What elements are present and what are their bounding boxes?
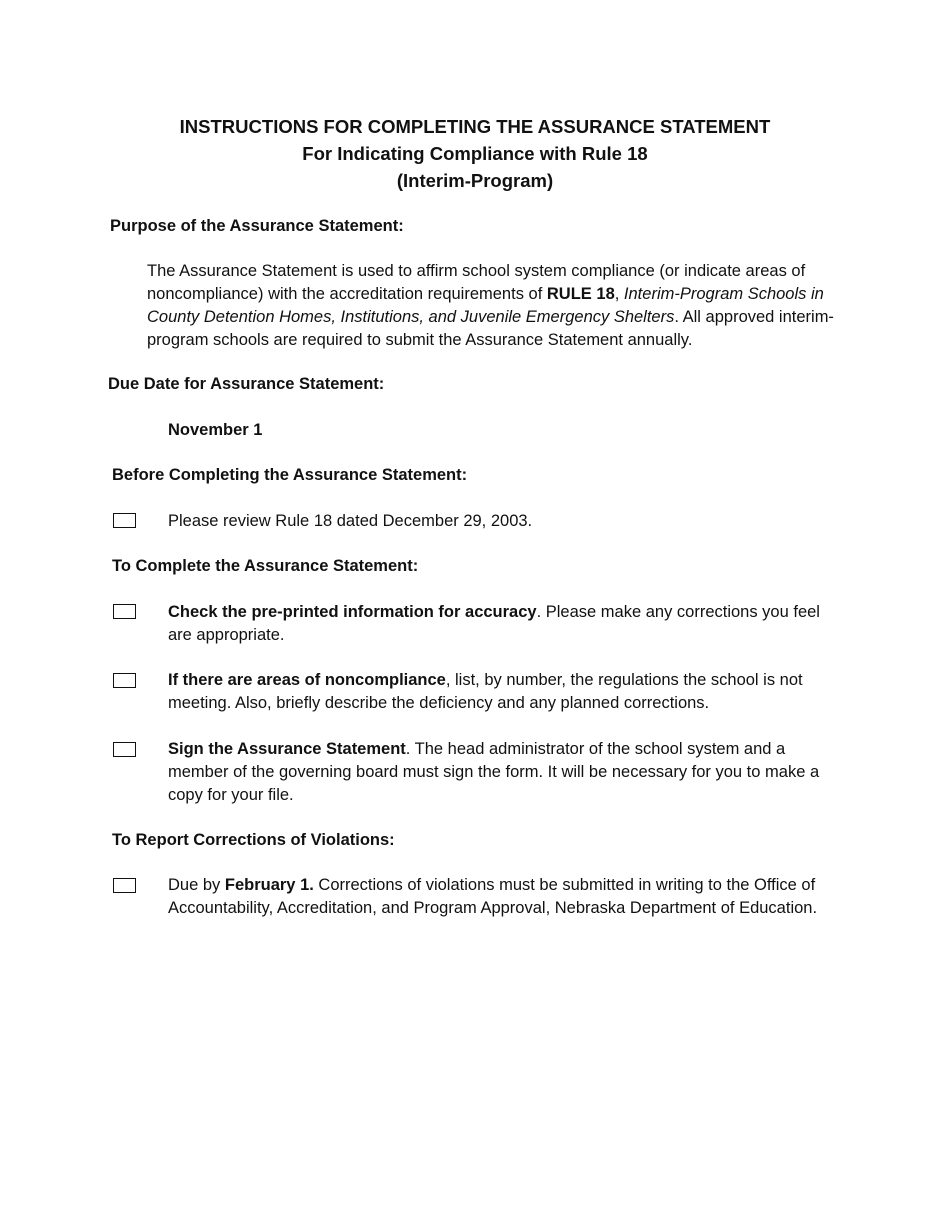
purpose-rule-title: Interim-Program Schools in County Detention Homes, Institutions, and Juvenile Emergency Shelters	[147, 285, 824, 326]
report-heading: To Report Corrections of Violations:	[112, 831, 395, 849]
purpose-text-b: ,	[614, 285, 624, 303]
check-accuracy-checkbox[interactable]	[113, 604, 136, 619]
report-corrections-item	[168, 874, 836, 920]
report-corrections-checkbox[interactable]	[113, 878, 136, 893]
sign-statement-item	[168, 738, 836, 807]
purpose-text-a: The Assurance Statement is used to affirm school system compliance (or indicate areas of noncompliance) with the accreditation requirements of	[147, 262, 806, 303]
sign-statement-text: . The head administrator of the school system and a member of the governing board must sign the form. It will be necessary for you to make a copy for your file.	[168, 740, 820, 804]
report-due-date: February 1.	[224, 876, 314, 894]
noncompliance-bold: If there are areas of noncompliance	[168, 671, 446, 689]
noncompliance-item	[168, 669, 836, 715]
sign-statement-checkbox[interactable]	[113, 742, 136, 757]
complete-heading: To Complete the Assurance Statement:	[112, 557, 419, 575]
noncompliance-text: , list, by number, the regulations the school is not meeting. Also, briefly describe the deficiency and any planned corrections.	[168, 671, 803, 712]
purpose-paragraph	[147, 260, 837, 352]
review-rule-item: Please review Rule 18 dated December 29, 2003.	[168, 512, 533, 530]
noncompliance-checkbox[interactable]	[113, 673, 136, 688]
sign-statement-bold: Sign the Assurance Statement	[168, 740, 406, 758]
review-rule-checkbox[interactable]	[113, 513, 136, 528]
report-text: Corrections of violations must be submitted in writing to the Office of Accountability, Accreditation, and Program Approval, Nebraska Department of Education.	[168, 876, 818, 917]
check-accuracy-bold: Check the pre-printed information for accuracy	[168, 603, 537, 621]
check-accuracy-text: . Please make any corrections you feel are appropriate.	[168, 603, 820, 644]
title-line-1: INSTRUCTIONS FOR COMPLETING THE ASSURANCE STATEMENT	[179, 116, 771, 137]
purpose-rule-ref: RULE 18	[546, 285, 615, 303]
due-date-heading: Due Date for Assurance Statement:	[108, 375, 385, 393]
check-accuracy-item	[168, 601, 836, 647]
before-heading: Before Completing the Assurance Statement:	[112, 466, 468, 484]
due-date-value: November 1	[168, 421, 263, 439]
title-line-2: For Indicating Compliance with Rule 18	[302, 143, 648, 164]
title-line-3: (Interim-Program)	[396, 170, 554, 191]
document-title	[0, 113, 950, 194]
purpose-text-c: . All approved interim-program schools are required to submit the Assurance Statement annually.	[147, 308, 834, 349]
report-pre: Due by	[168, 876, 225, 894]
purpose-heading: Purpose of the Assurance Statement:	[110, 217, 404, 235]
